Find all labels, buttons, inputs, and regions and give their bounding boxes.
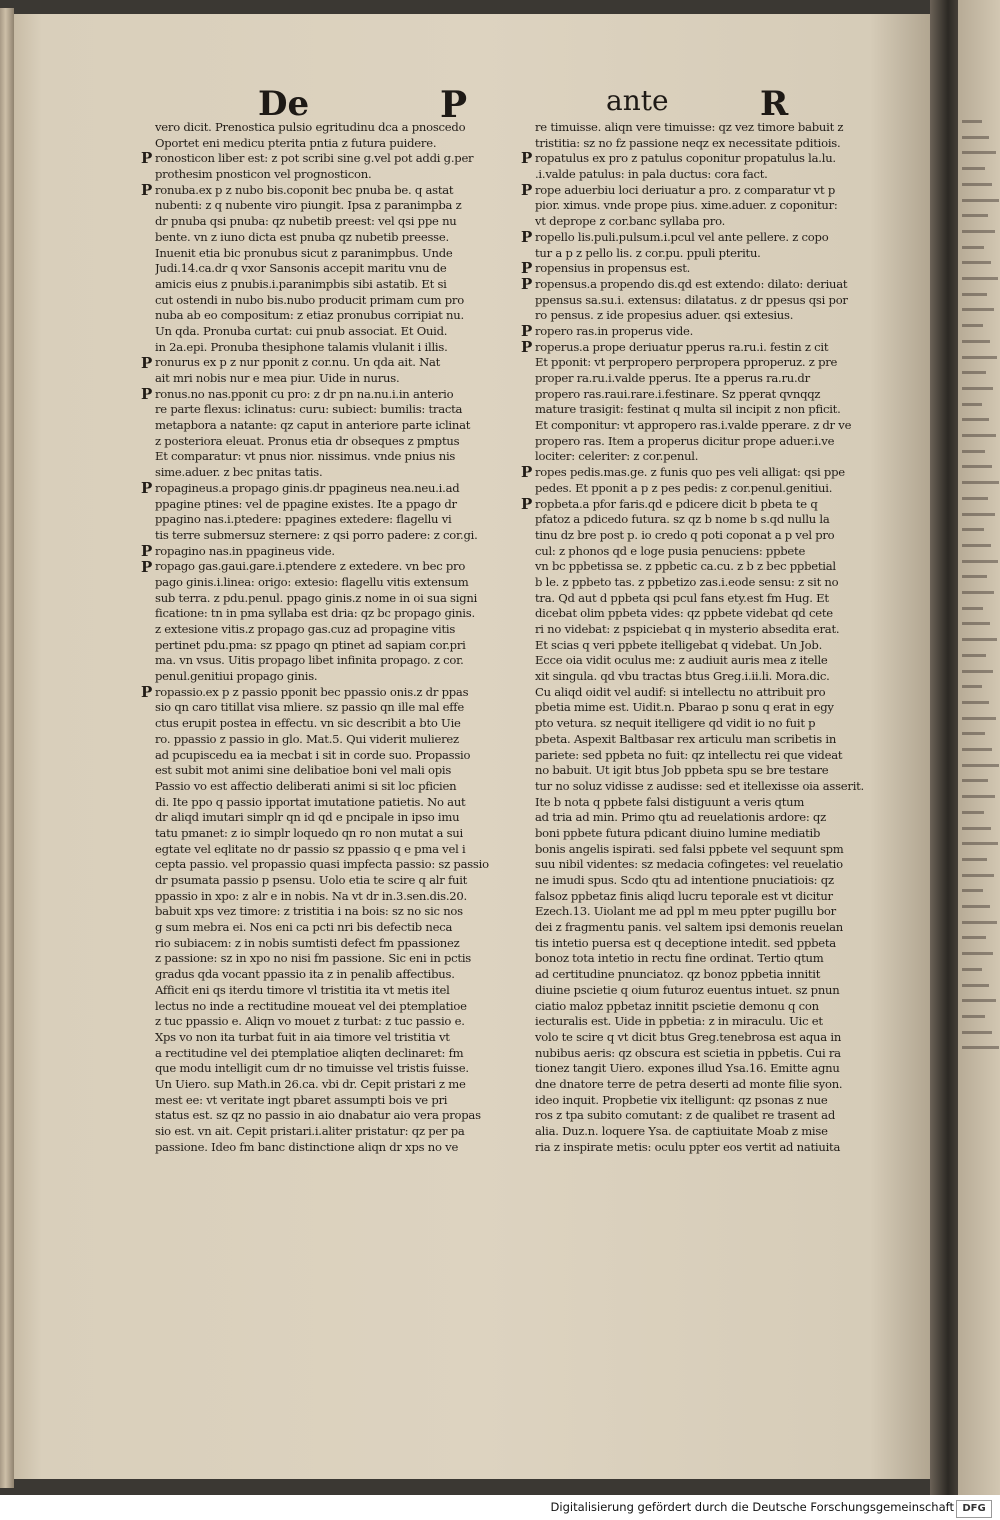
text-line: amicis eius z pnubis.i.paranimpbis sibi astatib. Et si [155,276,447,291]
text-line: ropatulus ex pro z patulus coponitur propatulus la.lu. [535,151,836,166]
facing-page-line [962,246,984,249]
text-line: egtate vel eqlitate no dr passio sz ppassio q e pma vel i [155,841,466,856]
text-line: tra. Qd aut d ppbeta qsi pcul fans ety.est fm Hug. Et [535,590,829,605]
text-line: ronurus ex p z nur pponit z cor.nu. Un qda ait. Nat [155,355,441,370]
facing-page-line [962,921,997,924]
text-line: ropello lis.puli.pulsum.i.pcul vel ante pellere. z copo [535,229,829,244]
facing-page-line [962,528,984,531]
facing-page-line [962,308,994,311]
initial-letter: P [521,275,533,293]
text-line: gradus qda vocant ppassio ita z in penalib affectibus. [155,967,455,982]
text-line: proper ra.ru.i.valde pperus. Ite a pperus ra.ru.dr [535,371,810,385]
facing-page-line [962,167,985,170]
text-line: lociter: celeriter: z cor.penul. [535,449,699,464]
facing-page-line [962,638,997,641]
text-line: vt deprope z cor.banc syllaba pro. [535,214,726,229]
running-head-word: ante [606,84,669,117]
text-line: ait mri nobis nur e mea piur. Uide in nurus. [155,371,400,385]
text-line: ropes pedis.mas.ge. z funis quo pes veli alligat: qsi ppe [535,465,845,480]
initial-letter: P [521,259,533,278]
text-line: xit singula. qd vbu tractas btus Greg.i.ii.li. Mora.dic. [535,669,830,684]
text-line: ropagineus.a propago ginis.dr ppagineus nea.neu.i.ad [155,480,460,495]
text-line: mature trasigit: festinat q multa sil incipit z non pficit. [535,402,841,417]
text-line: ad tria ad min. Primo qtu ad reuelationis ardore: qz [535,810,826,825]
facing-page-line [962,670,993,673]
facing-page-line [962,591,994,594]
facing-page-line [962,858,987,861]
text-line: nubibus aeris: qz obscura est scietia in ppbetis. Cui ra [535,1045,841,1060]
facing-page-line [962,544,991,547]
text-line: Judi.14.ca.dr q vxor Sansonis accepit maritu vnu de [155,261,447,276]
text-line: que modu intelligit cum dr no timuisse vel tristis fuisse. [155,1061,469,1076]
initial-letter: P [141,557,153,576]
facing-page-line [962,1015,985,1018]
facing-page-line [962,1046,999,1049]
facing-page-line [962,999,996,1002]
text-line: ppagino nas.i.ptedere: ppagines extedere: flagellu vi [155,512,452,527]
text-line: metapbora a natante: qz caput in anteriore parte iclinat [155,418,471,433]
text-line: ropagino nas.in ppagineus vide. [155,543,335,558]
facing-page-line [962,497,988,500]
text-line: tis intetio puersa est q deceptione intedit. sed ppbeta [535,935,836,950]
book-edge [0,8,14,1488]
facing-page-line [962,481,999,484]
text-line: ropensus.a propendo dis.qd est extendo: dilato: deriuat [535,276,848,291]
facing-page-line [962,622,990,625]
text-line: dr psumata passio p psensu. Uolo etia te scire q alr fuit [155,873,468,887]
facing-page-line [962,1031,992,1034]
text-line: ppagine ptines: vel de ppagine existes. Ite a ppago dr [155,496,457,511]
text-line: bonis angelis ispirati. sed falsi ppbete vel sequunt spm [535,841,844,856]
text-line: prothesim pnosticon vel prognosticon. [155,167,372,182]
text-line: ad pcupiscedu ea ia mecbat i sit in corde suo. Propassio [155,747,471,762]
facing-page-line [962,685,982,688]
text-line: ctus erupit postea in effectu. vn sic describit a bto Uie [155,716,461,731]
text-line: dicebat olim ppbeta vides: qz ppbete videbat qd cete [535,606,833,621]
facing-page-line [962,465,992,468]
text-line: Ite b nota q ppbete falsi distiguunt a veris qtum [535,794,805,809]
text-line: pto vetura. sz nequit itelligere qd vidit io no fuit p [535,716,816,731]
text-line: re timuisse. aliqn vere timuisse: qz vez timore babuit z [535,120,844,134]
facing-page-line [962,434,996,437]
facing-page-line [962,261,991,264]
text-line: roperus.a prope deriuatur pperus ra.ru.i. festin z cit [535,339,829,354]
left-text-column [141,120,525,1155]
text-line: status est. sz qz no passio in aio dnabatur aio vera propas [155,1108,481,1123]
text-line: z posteriora eleuat. Pronus etia dr obseques z pmptus [155,433,460,448]
facing-page-line [962,560,998,563]
text-line: passione. Ideo fm banc distinctione aliqn dr xps no ve [155,1139,459,1154]
initial-letter: P [521,322,533,341]
text-line: tur no soluz vidisse z audisse: sed et itellexisse oia asserit. [535,778,864,793]
text-line: Afficit eni qs iterdu timore vl tristitia ita vt metis itel [155,982,450,997]
text-line: dr aliqd imutari simplr qn id qd e pncipale in ipso imu [155,810,460,825]
initial-letter: P [521,463,533,482]
facing-page-line [962,874,994,877]
text-line: z tuc ppassio e. Aliqn vo mouet z turbat: z tuc passio e. [155,1014,465,1029]
text-line: a rectitudine vel dei ptemplatioe aliqten declinaret: fm [155,1045,464,1060]
text-line: ros z tpa subito comutant: z de qualibet re trasent ad [535,1108,835,1123]
text-line: di. Ite ppo q passio ipportat imutatione patietis. No aut [155,794,466,809]
text-line: nuba ab eo compositum: z etiaz pronubus corripiat nu. [155,308,464,323]
text-line: volo te scire q vt dicit btus Greg.tenebrosa est aqua in [535,1029,842,1044]
text-line: mest ee: vt veritate ingt pbaret assumpti bois ve pri [155,1092,448,1107]
right-text-column [521,120,907,1155]
text-line: ronus.no nas.pponit cu pro: z dr pn na.nu.i.in anterio [155,386,454,401]
text-line: ro pensus. z ide propesius aduer. qsi extesius. [535,308,794,323]
text-line: tristitia: sz no fz passione neqz ex necessitate pditiois. [535,135,841,150]
text-line: tis terre submersuz sternere: z qsi porro padere: z cor.gi. [155,527,478,542]
text-line: sub terra. z pdu.penul. ppago ginis.z nome in oi sua signi [155,590,478,605]
facing-page-line [962,795,995,798]
text-line: ropensius in propensus est. [535,261,691,276]
text-line: .i.valde patulus: in pala ductus: cora fact. [535,167,768,182]
text-line: pago ginis.i.linea: origo: extesio: flagellu vitis extensum [155,574,469,589]
facing-page-line [962,732,985,735]
text-line: Ecce oia vidit oculus me: z audiuit auris mea z itelle [535,653,828,668]
text-line: ria z inspirate metis: oculu ppter eos vertit ad natiuita [535,1139,841,1154]
text-line: ma. vn vsus. Uitis propago libet infinita propago. z cor. [155,653,464,668]
facing-page-line [962,968,982,971]
initial-letter: P [521,337,533,356]
text-line: pedes. Et pponit a p z pes pedis: z cor.penul.genitiui. [535,480,833,495]
text-line: pbeta. Aspexit Baltbasar rex articulu man scribetis in [535,731,837,746]
text-line: cut ostendi in nubo bis.nubo producit primam cum pro [155,292,464,307]
running-head-right: R [760,84,789,124]
text-line: ronosticon liber est: z pot scribi sine g.vel pot addi g.per [155,151,474,166]
initial-letter: P [141,353,153,372]
facing-page-line [962,277,998,280]
text-line: ad certitudine pnunciatoz. qz bonoz ppbetia innitit [535,967,821,982]
facing-page-line [962,748,992,751]
text-line: ficatione: tn in pma syllaba est dria: qz bc propago ginis. [155,606,475,621]
facing-page-line [962,654,986,657]
facing-page-line [962,356,997,359]
text-line: ri no videbat: z pspiciebat q in mysterio absedita erat. [535,622,840,636]
facing-page-line [962,151,996,154]
text-line: pariete: sed ppbeta no fuit: qz intellectu rei que videat [535,747,843,762]
facing-page-line [962,905,990,908]
facing-page-line [962,387,993,390]
facing-page-line [962,340,990,343]
text-line: propero ras. Item a properus dicitur prope aduer.i.ve [535,433,835,448]
facing-page-line [962,450,985,453]
text-line: b le. z ppbeto tas. z ppbetizo zas.i.eode sensu: z sit no [535,574,839,589]
initial-letter: P [141,149,153,168]
text-line: cul: z phonos qd e loge pusia penuciens: ppbete [535,543,806,558]
text-line: tatu pmanet: z io simplr loquedo qn ro non mutat a sui [155,825,463,840]
facing-page-line [962,324,983,327]
funding-credit: Digitalisierung gefördert durch die Deutsche Forschungsgemeinschaft [550,1500,954,1514]
text-line: boni ppbete futura pdicant diuino lumine mediatib [535,825,821,840]
running-head-letter: P [440,84,468,126]
facing-page-line [962,811,984,814]
text-line: ppassio in xpo: z alr e in nobis. Na vt dr in.3.sen.dis.20. [155,888,467,903]
initial-letter: P [141,479,153,498]
text-line: Un Uiero. sup Math.in 26.ca. vbi dr. Cepit pristari z me [155,1076,466,1091]
text-line: lectus no inde a rectitudine moueat vel dei ptemplatioe [155,998,467,1013]
text-line: Ezech.13. Uiolant me ad ppl m meu ppter pugillu bor [535,904,836,919]
text-line: tionez tangit Uiero. expones illud Ysa.16. Emitte agnu [535,1061,840,1076]
facing-page-line [962,214,988,217]
text-line: Xps vo non ita turbat fuit in aia timore vel tristitia vt [155,1029,450,1044]
initial-letter: P [141,384,153,403]
facing-page-line [962,513,995,516]
text-line: ropero ras.in properus vide. [535,323,694,338]
text-line: pbetia mime est. Uidit.n. Pbarao p sonu q erat in egy [535,700,834,715]
text-line: alia. Duz.n. loquere Ysa. de captiuitate Moab z mise [535,1124,828,1138]
facing-page-line [962,403,982,406]
text-line: vero dicit. Prenostica pulsio egritudinu dca a pnoscedo [155,120,466,134]
facing-page-line [962,293,987,296]
text-line: propero ras.raui.rare.i.festinare. Sz pperat qvnqqz [535,386,821,401]
initial-letter: P [141,180,153,199]
facing-page-line [962,575,987,578]
text-line: nubenti: z q nubente viro piungit. Ipsa z paranimpba z [155,198,462,213]
initial-letter: P [141,541,153,560]
text-line: babuit xps vez timore: z tristitia i na bois: sz no sic nos [155,904,463,919]
facing-page-line [962,120,982,123]
text-line: Et scias q veri ppbete itelligebat q videbat. Un Job. [535,637,823,652]
text-line: iecturalis est. Uide in ppbetia: z in miraculu. Uic et [535,1014,823,1029]
facing-page-line [962,717,996,720]
text-line: suu nibil videntes: sz medacia cofingetes: vel reuelatio [535,857,843,872]
facing-page-line [962,764,999,767]
text-line: Passio vo est affectio deliberati animi si sit loc pficien [155,778,457,793]
facing-page-line [962,701,989,704]
text-line: bonoz tota intetio in rectu fine ordinat. Tertio qtum [535,951,824,966]
text-line: bente. vn z iuno dicta est pnuba qz nubetib preesse. [155,229,449,244]
book-gutter [930,0,960,1495]
text-line: ne imudi spus. Scdo qtu ad intentione pnuciatiois: qz [535,873,834,887]
facing-page-line [962,199,999,202]
facing-page-line [962,230,995,233]
text-line: vn bc ppbetissa se. z ppbetic ca.cu. z b z bec ppbetial [535,559,836,574]
initial-letter: P [521,149,533,168]
text-line: ideo inquit. Propbetie vix itelligunt: qz psonas z nue [535,1092,828,1107]
text-line: ropago gas.gaui.gare.i.ptendere z extedere. vn bec pro [155,559,466,574]
facing-page-line [962,827,991,830]
facing-page-line [962,952,993,955]
text-line: pfatoz a pdicedo futura. sz qz b nome b s.qd nullu la [535,512,830,527]
text-line: no babuit. Ut igit btus Job ppbeta spu se bre testare [535,763,829,778]
text-line: ronuba.ex p z nubo bis.coponit bec pnuba be. q astat [155,182,454,197]
facing-page-line [962,842,998,845]
text-line: ppensus sa.su.i. extensus: dilatatus. z dr ppesus qsi por [535,292,848,307]
initial-letter: P [521,180,533,199]
text-line: falsoz ppbetaz finis aliqd lucru teporale est vt dicitur [535,888,833,903]
text-line: est subit mot animi sine delibatioe boni vel mali opis [155,763,452,778]
text-line: diuine pscietie q oium futuroz euentus intuet. sz pnun [535,982,840,997]
facing-page-edge [958,0,1000,1495]
text-line: rope aduerbiu loci deriuatur a pro. z comparatur vt p [535,182,835,197]
text-line: penul.genitiui propago ginis. [155,669,318,684]
footer-bar [0,1497,1000,1520]
initial-letter: P [521,227,533,246]
text-line: ropassio.ex p z passio pponit bec ppassio onis.z dr ppas [155,684,469,699]
text-line: z extesione vitis.z propago gas.cuz ad propagine vitis [155,622,456,636]
facing-page-line [962,984,989,987]
text-line: sio est. vn ait. Cepit pristari.i.aliter pristatur: qz per pa [155,1124,465,1138]
text-line: Inuenit etia bic pronubus sicut z paranimpbus. Unde [155,245,453,260]
text-line: in 2a.epi. Pronuba thesiphone talamis vlulanit i illis. [155,339,448,354]
text-line: rio subiacem: z in nobis sumtisti defect fm ppassionez [155,935,460,950]
facing-page-line [962,779,988,782]
facing-page-line [962,418,989,421]
text-line: Oportet eni medicu pterita pntia z futura puidere. [155,135,437,150]
text-line: ro. ppassio z passio in glo. Mat.5. Qui viderit mulierez [155,731,459,746]
text-line: sime.aduer. z bec pnitas tatis. [155,465,323,480]
text-line: dei z fragmentu panis. vel saltem ipsi demonis reuelan [535,920,844,935]
facing-page-line [962,136,989,139]
text-line: dr pnuba qsi pnuba: qz nubetib preest: vel qsi ppe nu [155,214,457,229]
initial-letter: P [141,683,153,702]
text-line: g sum mebra ei. Nos eni ca pcti nri bis defectib neca [155,920,453,935]
text-line: z passione: sz in xpo no nisi fm passione. Sic eni in pctis [155,951,471,966]
text-line: dne dnatore terre de petra deserti ad monte filie syon. [535,1076,843,1091]
text-line: Un qda. Pronuba curtat: cui pnub associat. Et Ouid. [155,323,448,338]
text-line: re parte flexus: iclinatus: curu: subiect: bumilis: tracta [155,402,463,417]
text-line: ropbeta.a pfor faris.qd e pdicere dicit b pbeta te q [535,496,818,511]
facing-page-line [962,607,983,610]
text-line: tinu dz bre post p. io credo q poti coponat a p vel pro [535,527,835,542]
text-line: pertinet pdu.pma: sz ppago qn ptinet ad sapiam cor.pri [155,637,466,652]
facing-page-line [962,889,983,892]
facing-page-line [962,183,992,186]
facing-page-line [962,936,986,939]
text-line: cepta passio. vel propassio quasi impfecta passio: sz passio [155,857,489,872]
text-line: Cu aliqd oidit vel audif: si intellectu no attribuit pro [535,684,826,699]
text-line: Et comparatur: vt pnus nior. nissimus. vnde pnius nis [155,449,456,464]
text-line: pior. ximus. vnde prope pius. xime.aduer. z coponitur: [535,198,838,213]
facing-page-line [962,371,986,374]
initial-letter: P [521,494,533,513]
text-line: Et pponit: vt perpropero perpropera pproperuz. z pre [535,355,838,370]
running-head-left: De [258,84,310,124]
text-line: sio qn caro titillat visa mliere. sz passio qn ille mal effe [155,700,464,715]
text-line: Et componitur: vt appropero ras.i.valde pperare. z dr ve [535,418,852,433]
dfg-logo: DFG [956,1500,992,1518]
text-line: ciatio maloz ppbetaz innitit pscietie demonu q con [535,998,819,1013]
text-line: tur a p z pello lis. z cor.pu. ppuli pteritu. [535,245,761,260]
